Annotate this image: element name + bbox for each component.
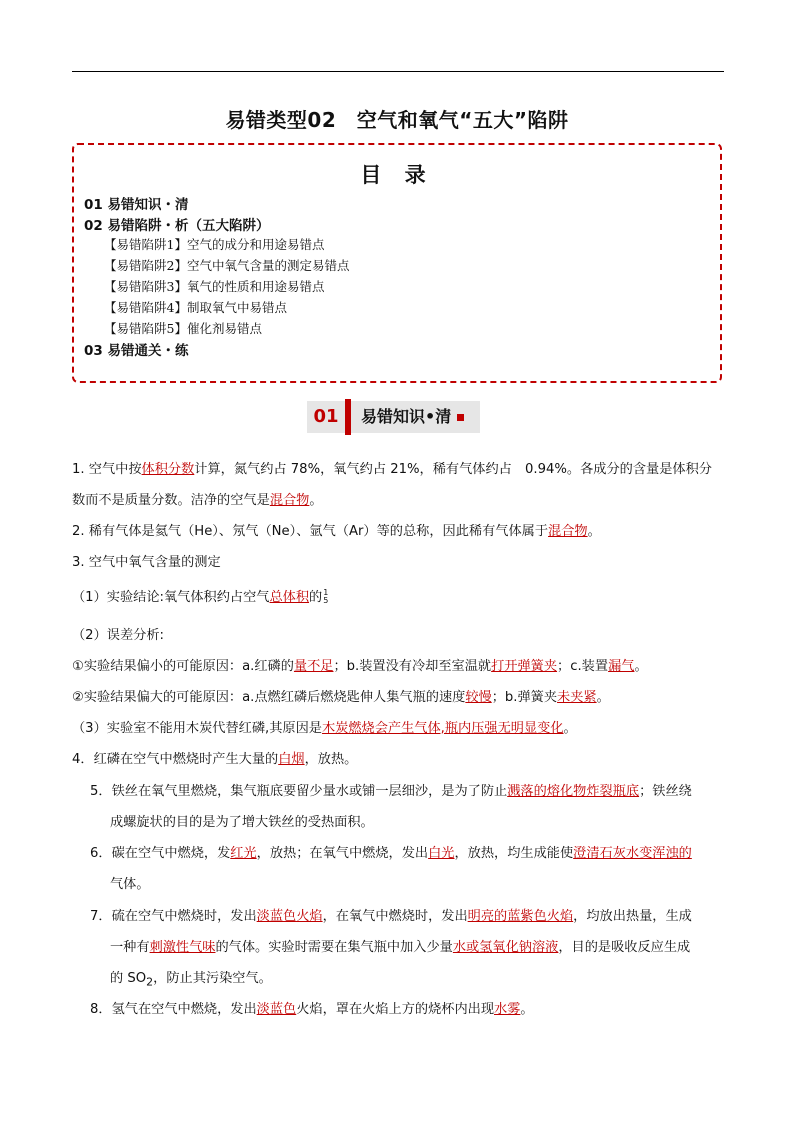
text: ，放热。 — [304, 752, 358, 767]
header-rule — [72, 71, 724, 72]
answer-text: 量不足 — [293, 659, 334, 674]
answer-text: 刺激性气味 — [149, 940, 216, 955]
answer-text: 漏气 — [608, 659, 635, 674]
answer-text: 澄清石灰水变浑浊的 — [573, 846, 692, 861]
text: 。 — [563, 721, 577, 736]
text: ，目的是吸收反应生成 — [558, 940, 691, 955]
text: （3）实验室不能用木炭代替红磷,其原因是 — [72, 721, 322, 736]
table-of-contents — [72, 143, 722, 383]
toc-subitem-1[interactable]: 【易错陷阱1】空气的成分和用途易错点 — [104, 237, 325, 252]
section-label: 易错知识•清 — [361, 407, 452, 426]
paragraph-line-16 — [110, 936, 690, 955]
text: 的 SO — [110, 971, 147, 986]
paragraph-line-10 — [72, 748, 357, 767]
toc-subitem-4[interactable]: 【易错陷阱4】制取氧气中易错点 — [104, 300, 287, 315]
text: 6．碳在空气中燃烧，发 — [90, 846, 231, 861]
paragraph-line-7 — [72, 655, 648, 674]
subscript: 2 — [146, 975, 154, 989]
paragraph-line-4: 3. 空气中氧气含量的测定 — [72, 555, 221, 570]
numerator: 1 — [323, 588, 329, 597]
denominator: 5 — [323, 596, 329, 605]
text: 5．铁丝在氧气里燃烧，集气瓶底要留少量水或铺一层细沙，是为了防止 — [90, 784, 508, 799]
text: 1. 空气中按 — [72, 462, 142, 477]
answer-text: 溅落的熔化物炸裂瓶底 — [507, 784, 640, 799]
text: 的 — [309, 590, 323, 605]
text: （1）实验结论:氧气体积约占空气 — [72, 590, 270, 605]
answer-text: 白烟 — [278, 752, 305, 767]
paragraph-line-11 — [90, 780, 692, 799]
text: ，放热，均生成能使 — [454, 846, 574, 861]
paragraph-line-17 — [110, 967, 272, 989]
paragraph-line-3 — [72, 520, 601, 539]
answer-text: 较慢 — [465, 690, 492, 705]
text: ，在氧气中燃烧时，发出 — [322, 909, 468, 924]
toc-heading: 目 录 — [360, 163, 434, 187]
text: ；b.弹簧夹 — [491, 690, 558, 705]
text: 。 — [634, 659, 648, 674]
toc-subitem-2[interactable]: 【易错陷阱2】空气中氧气含量的测定易错点 — [104, 258, 350, 273]
paragraph-line-5 — [72, 586, 328, 605]
text: 2. 稀有气体是氦气（He）、氖气（Ne）、氩气（Ar）等的总称，因此稀有气体属于 — [72, 524, 549, 539]
text: ，均放出热量，生成 — [573, 909, 692, 924]
text: 4．红磷在空气中燃烧时产生大量的 — [72, 752, 279, 767]
answer-text: 白光 — [428, 846, 455, 861]
answer-text: 混合物 — [548, 524, 588, 539]
text: 。 — [520, 1002, 534, 1017]
answer-text: 水或氢氧化钠溶液 — [452, 940, 559, 955]
toc-item-2[interactable]: 02 易错陷阱・析（五大陷阱） — [84, 218, 270, 234]
square-bullet-icon — [457, 414, 464, 421]
paragraph-line-2 — [72, 489, 323, 508]
text: 的气体。实验时需要在集气瓶中加入少量 — [215, 940, 453, 955]
section-header — [307, 399, 480, 434]
toc-item-1[interactable]: 01 易错知识・清 — [84, 197, 189, 213]
answer-text: 淡蓝色 — [256, 1002, 297, 1017]
text: 火焰，罩在火焰上方的烧杯内出现 — [296, 1002, 495, 1017]
text: 。 — [587, 524, 601, 539]
section-number: 01 — [307, 401, 345, 433]
paragraph-line-12: 成螺旋状的目的是为了增大铁丝的受热面积。 — [110, 815, 374, 830]
text: ；c.装置 — [557, 659, 609, 674]
fraction — [323, 589, 328, 605]
toc-subitem-5[interactable]: 【易错陷阱5】催化剂易错点 — [104, 321, 262, 336]
answer-text: 总体积 — [269, 590, 310, 605]
paragraph-line-18 — [90, 998, 534, 1017]
text: 数而不是质量分数。洁净的空气是 — [72, 493, 270, 508]
text: ；铁丝绕 — [639, 784, 692, 799]
text: ，放热；在氧气中燃烧，发出 — [256, 846, 429, 861]
text: 计算，氮气约占 78%，氧气约占 21%，稀有气体约占 0.94%。各成分的含量是体积分 — [194, 462, 712, 477]
toc-item-3[interactable]: 03 易错通关・练 — [84, 343, 189, 359]
text: ，防止其污染空气。 — [153, 971, 272, 986]
answer-text: 水雾 — [494, 1002, 521, 1017]
paragraph-line-9 — [72, 717, 577, 736]
paragraph-line-15 — [90, 905, 692, 924]
answer-text: 未夹紧 — [557, 690, 597, 705]
paragraph-line-14: 气体。 — [110, 877, 150, 892]
text: 一种有 — [110, 940, 150, 955]
text: 7．硫在空气中燃烧时，发出 — [90, 909, 257, 924]
toc-subitem-3[interactable]: 【易错陷阱3】氧气的性质和用途易错点 — [104, 279, 325, 294]
section-label-box — [351, 401, 480, 433]
answer-text: 红光 — [230, 846, 257, 861]
answer-text: 体积分数 — [141, 462, 195, 477]
text: 8．氢气在空气中燃烧，发出 — [90, 1002, 257, 1017]
document-title: 易错类型02 空气和氧气“五大”陷阱 — [225, 108, 569, 132]
paragraph-line-1 — [72, 458, 712, 477]
text: 。 — [596, 690, 610, 705]
text: ；b.装置没有冷却至室温就 — [333, 659, 492, 674]
text: ①实验结果偏小的可能原因：a.红磷的 — [72, 659, 294, 674]
answer-text: 淡蓝色火焰 — [256, 909, 323, 924]
answer-text: 打开弹簧夹 — [491, 659, 558, 674]
paragraph-line-8 — [72, 686, 610, 705]
text: 。 — [309, 493, 323, 508]
paragraph-line-6: （2）误差分析: — [72, 628, 164, 643]
paragraph-line-13 — [90, 842, 692, 861]
answer-text: 木炭燃烧会产生气体,瓶内压强无明显变化 — [321, 721, 564, 736]
text: ②实验结果偏大的可能原因：a.点燃红磷后燃烧匙伸人集气瓶的速度 — [72, 690, 466, 705]
answer-text: 混合物 — [269, 493, 310, 508]
answer-text: 明亮的蓝紫色火焰 — [467, 909, 574, 924]
